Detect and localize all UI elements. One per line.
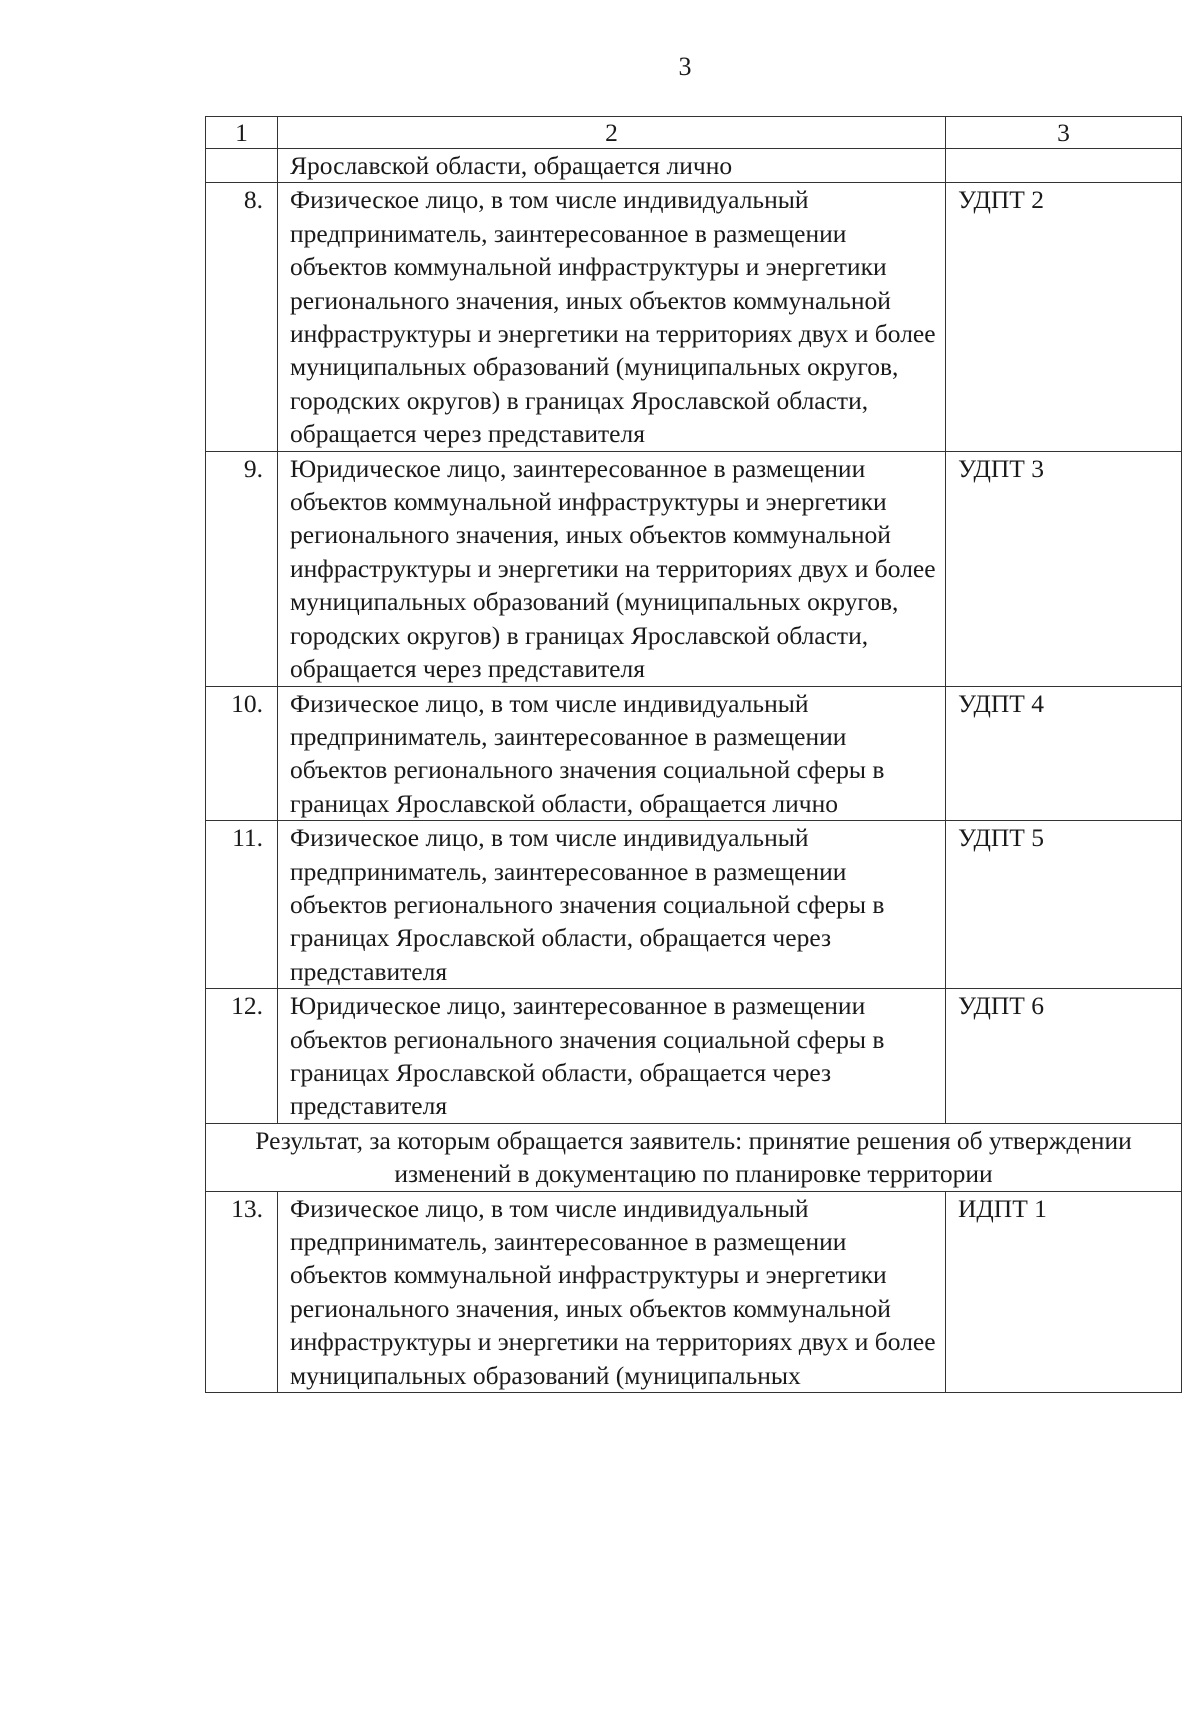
table-row	[206, 183, 1182, 451]
document-table	[205, 116, 1182, 1393]
table-row	[206, 1191, 1182, 1392]
row-number-cell: 11.	[206, 821, 278, 989]
column-header-3: 3	[946, 117, 1182, 149]
row-code-cell: УДПТ 2	[946, 183, 1182, 451]
table-rows-group-a	[206, 183, 1182, 1123]
row-description-cell: Физическое лицо, в том числе индивидуальный предприниматель, заинтересованное в размещении объектов коммунальной инфраструктуры и энергетики регионального значения, иных объектов коммунальной инфраструктуры и энергетики на территориях двух и более муниципальных образований (муниципальных	[278, 1191, 946, 1392]
row-code-cell	[946, 149, 1182, 183]
table-row	[206, 686, 1182, 821]
table-body	[206, 117, 1182, 183]
section-heading: Результат, за которым обращается заявитель: принятие решения об утверждении изменений в документацию по планировке территории	[206, 1123, 1182, 1191]
table-rows-group-b	[206, 1191, 1182, 1392]
page-number: 3	[678, 52, 692, 81]
row-number-cell: 12.	[206, 989, 278, 1124]
column-header-1: 1	[206, 117, 278, 149]
row-description-cell: Физическое лицо, в том числе индивидуальный предприниматель, заинтересованное в размещении объектов коммунальной инфраструктуры и энергетики регионального значения, иных объектов коммунальной инфраструктуры и энергетики на территориях двух и более муниципальных образований (муниципальных округов, городских округов) в границах Ярославской области, обращается через представителя	[278, 183, 946, 451]
section-heading-row	[206, 1123, 1182, 1191]
table-row	[206, 989, 1182, 1124]
row-code-cell: УДПТ 4	[946, 686, 1182, 821]
column-header-2: 2	[278, 117, 946, 149]
section-group	[206, 1123, 1182, 1191]
row-code-cell: УДПТ 3	[946, 451, 1182, 686]
row-number-cell: 8.	[206, 183, 278, 451]
table-header-row	[206, 117, 1182, 149]
table-row-continuation	[206, 149, 1182, 183]
row-code-cell: УДПТ 6	[946, 989, 1182, 1124]
table-row	[206, 451, 1182, 686]
row-description-cell: Ярославской области, обращается лично	[278, 149, 946, 183]
row-number-cell: 13.	[206, 1191, 278, 1392]
row-code-cell: ИДПТ 1	[946, 1191, 1182, 1392]
table-row	[206, 821, 1182, 989]
row-description-cell: Физическое лицо, в том числе индивидуальный предприниматель, заинтересованное в размещении объектов регионального значения социальной сферы в границах Ярославской области, обращается через представителя	[278, 821, 946, 989]
row-description-cell: Юридическое лицо, заинтересованное в размещении объектов регионального значения социальной сферы в границах Ярославской области, обращается через представителя	[278, 989, 946, 1124]
row-number-cell: 9.	[206, 451, 278, 686]
row-code-cell: УДПТ 5	[946, 821, 1182, 989]
row-number-cell	[206, 149, 278, 183]
row-description-cell: Физическое лицо, в том числе индивидуальный предприниматель, заинтересованное в размещении объектов регионального значения социальной сферы в границах Ярославской области, обращается лично	[278, 686, 946, 821]
row-number-cell: 10.	[206, 686, 278, 821]
row-description-cell: Юридическое лицо, заинтересованное в размещении объектов коммунальной инфраструктуры и энергетики регионального значения, иных объектов коммунальной инфраструктуры и энергетики на территориях двух и более муниципальных образований (муниципальных округов, городских округов) в границах Ярославской области, обращается через представителя	[278, 451, 946, 686]
